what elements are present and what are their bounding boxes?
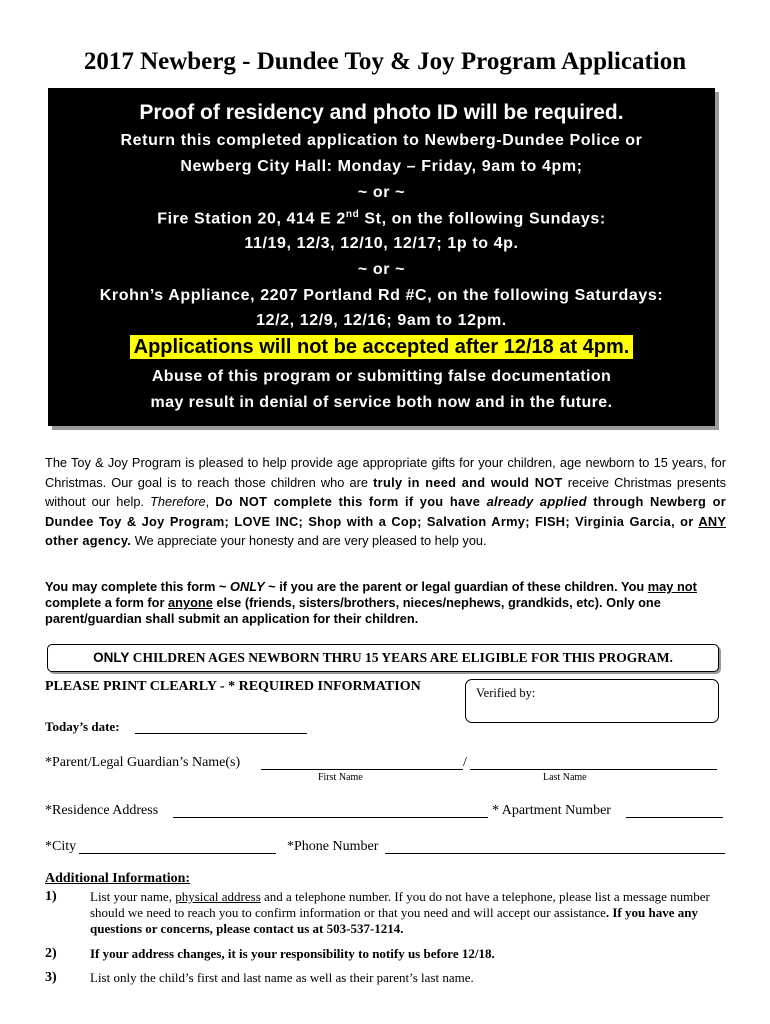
intro-text: receive Christmas presents without our help. bbox=[45, 474, 726, 509]
fire-station-post: St, on the following Sundays: bbox=[359, 210, 606, 228]
todays-date-label: Today’s date: bbox=[45, 719, 120, 734]
item-number: 1) bbox=[45, 889, 57, 904]
intro-text: The Toy & Joy Program is pleased to help provide age appropriate gifts for your children, age newborn to 15 years, for Christmas. Our goal is to reach those children who are bbox=[45, 455, 726, 490]
headline: Proof of residency and photo ID will be required. bbox=[139, 101, 624, 124]
verified-by-label: Verified by: bbox=[476, 686, 536, 700]
item-contact: . If you have any questions or concerns, please contact us at 503-537-1214. bbox=[90, 905, 698, 936]
eligibility-text: You may complete this form ~ bbox=[45, 579, 231, 594]
additional-item-2: If your address changes, it is your responsibility to notify us before 12/18. bbox=[90, 946, 495, 961]
intro-text: , bbox=[205, 494, 216, 509]
intro-already-applied: already applied bbox=[486, 494, 587, 509]
intro-any: ANY bbox=[698, 513, 726, 529]
intro-thanks: We appreciate your honesty and are very pleased to help you. bbox=[131, 533, 487, 548]
first-name-caption: First Name bbox=[318, 772, 363, 783]
intro-warning: Do NOT complete this form if you have bbox=[215, 494, 487, 509]
eligibility-text: complete a form for bbox=[45, 595, 169, 610]
phone-number-field[interactable] bbox=[385, 853, 725, 854]
last-name-caption: Last Name bbox=[543, 772, 587, 783]
intro-therefore: Therefore bbox=[150, 494, 206, 509]
verified-by-box[interactable] bbox=[465, 679, 719, 723]
item-text: and a telephone number. If you do not have a telephone, please list a message number should we need to reach you to confirm information or that you need and will accept our assistance bbox=[90, 889, 710, 920]
krohn-line: Krohn’s Appliance, 2207 Portland Rd #C, on the following Saturdays: bbox=[99, 287, 664, 304]
intro-other-agency: other agency. bbox=[45, 533, 132, 548]
fire-station-dates: 11/19, 12/3, 12/10, 12/17; 1p to 4p. bbox=[244, 235, 519, 252]
city-field[interactable] bbox=[79, 853, 276, 854]
guardian-name-label: *Parent/Legal Guardian’s Name(s) bbox=[45, 755, 241, 770]
page-title: 2017 Newberg - Dundee Toy & Joy Program Application bbox=[83, 48, 687, 75]
or-separator-1: ~ or ~ bbox=[357, 184, 406, 201]
eligibility-text: ~ if you are the parent or legal guardian of these children. You bbox=[264, 579, 648, 594]
phone-number-label: *Phone Number bbox=[287, 839, 379, 854]
krohn-dates: 12/2, 12/9, 12/16; 9am to 12pm. bbox=[256, 312, 507, 329]
apartment-number-label: * Apartment Number bbox=[492, 803, 611, 818]
eligibility-only: ONLY bbox=[230, 579, 265, 594]
eligibility-text: else (friends, sisters/brothers, nieces/nephews, grandkids, etc). Only one parent/guardian shall submit an application for their children. bbox=[45, 595, 661, 626]
deadline-highlight: Applications will not be accepted after 12/18 at 4pm. bbox=[130, 335, 634, 359]
fire-station-sup: nd bbox=[345, 209, 360, 220]
or-separator-2: ~ or ~ bbox=[357, 261, 406, 278]
return-line-2: Newberg City Hall: Monday – Friday, 9am to 4pm; bbox=[180, 158, 583, 175]
residence-address-label: *Residence Address bbox=[45, 803, 159, 818]
item-number: 2) bbox=[45, 946, 57, 961]
instructions-box bbox=[48, 88, 715, 426]
item-number: 3) bbox=[45, 970, 57, 985]
residence-address-field[interactable] bbox=[173, 817, 488, 818]
age-eligibility-banner bbox=[47, 644, 719, 672]
intro-paragraph bbox=[45, 453, 726, 551]
name-slash: / bbox=[463, 755, 467, 770]
item-physical-address: physical address bbox=[175, 889, 261, 904]
additional-info-heading: Additional Information: bbox=[45, 871, 191, 886]
todays-date-field[interactable] bbox=[135, 733, 307, 734]
apartment-number-field[interactable] bbox=[626, 817, 723, 818]
abuse-line-1: Abuse of this program or submitting false documentation bbox=[151, 368, 612, 385]
guardian-first-name-field[interactable] bbox=[261, 769, 463, 770]
item-text: List your name, bbox=[90, 889, 176, 904]
intro-agencies: through Newberg or Dundee Toy & Joy Program; LOVE INC; Shop with a Cop; Salvation Army; FISH; Virginia Garcia, or bbox=[45, 494, 726, 529]
banner-text: CHILDREN AGES NEWBORN THRU 15 YEARS ARE ELIGIBLE FOR THIS PROGRAM. bbox=[129, 650, 673, 665]
eligibility-anyone: anyone bbox=[168, 595, 213, 610]
city-label: *City bbox=[45, 839, 77, 854]
deadline-notice bbox=[48, 336, 715, 359]
abuse-line-2: may result in denial of service both now and in the future. bbox=[150, 394, 613, 411]
return-line-1: Return this completed application to Newberg-Dundee Police or bbox=[120, 132, 643, 149]
additional-item-3: List only the child’s first and last name as well as their parent’s last name. bbox=[90, 970, 474, 985]
eligibility-paragraph bbox=[45, 579, 726, 627]
guardian-last-name-field[interactable] bbox=[470, 769, 717, 770]
fire-station-pre: Fire Station 20, 414 E 2 bbox=[157, 210, 346, 228]
banner-only: ONLY bbox=[93, 650, 130, 665]
print-clearly-label: PLEASE PRINT CLEARLY - * REQUIRED INFORMATION bbox=[45, 679, 421, 694]
additional-item-1 bbox=[90, 889, 730, 937]
fire-station-line bbox=[48, 209, 715, 228]
eligibility-may-not: may not bbox=[647, 579, 697, 594]
intro-emphasis: truly in need and would NOT bbox=[373, 474, 563, 490]
